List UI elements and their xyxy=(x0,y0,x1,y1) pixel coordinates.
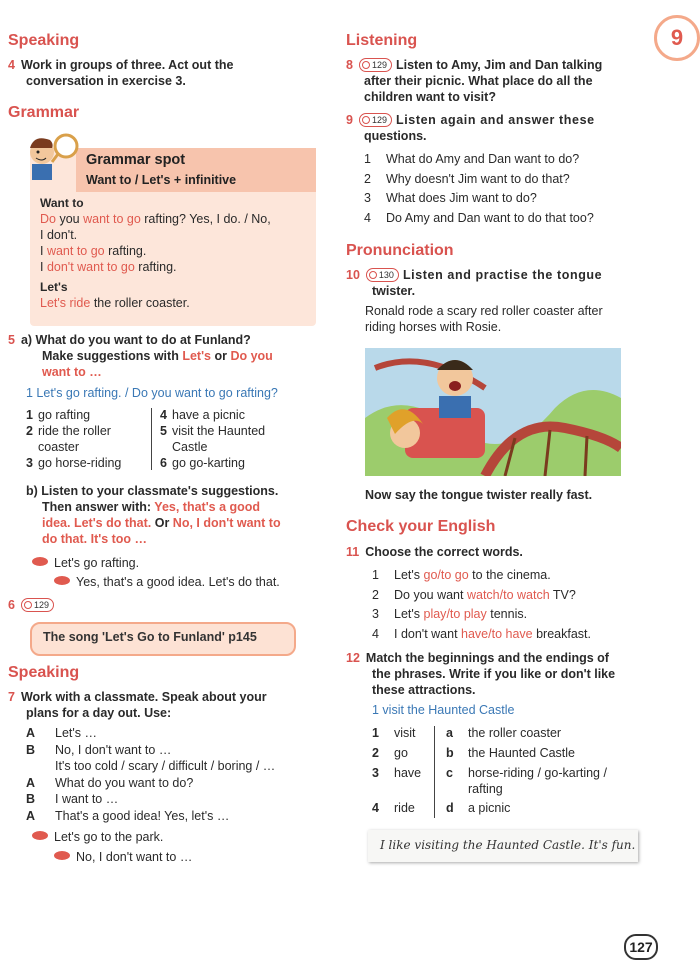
item-text: horse-riding / go-karting / xyxy=(468,766,607,780)
dialogue-line xyxy=(32,556,139,570)
speaker-label: B xyxy=(26,792,36,806)
instruction: Listen again and answer these xyxy=(395,113,595,127)
item-number: 1 xyxy=(372,568,379,582)
option-2[interactable]: to watch xyxy=(503,587,550,602)
option-1[interactable]: play xyxy=(423,607,447,621)
grammar-highlight: want to go xyxy=(83,212,141,226)
item-text: visit xyxy=(394,726,416,740)
song-title[interactable]: The song 'Let's Go to Funland' p145 xyxy=(43,630,257,644)
exercise-9 xyxy=(346,113,595,127)
option-separator: / xyxy=(446,607,450,621)
item-text: have xyxy=(394,766,422,780)
exercise-5a-cont xyxy=(42,349,273,363)
list-item xyxy=(160,408,265,424)
exercise-number: 10 xyxy=(346,268,360,282)
want-to-heading: Want to xyxy=(40,196,84,210)
audio-track-icon[interactable]: 129 xyxy=(21,598,54,612)
grammar-highlight: Let's ride xyxy=(40,296,91,310)
instruction: or xyxy=(211,349,231,363)
option-separator: / xyxy=(499,587,504,602)
item-text: go xyxy=(394,746,408,760)
roller-coaster-illustration xyxy=(365,348,621,476)
item-text: a picnic xyxy=(468,801,511,815)
pronunciation-heading: Pronunciation xyxy=(346,242,454,259)
activity-list-right xyxy=(160,408,265,472)
audio-track-icon[interactable]: 129 xyxy=(359,113,392,127)
grammar-text: rafting. xyxy=(134,260,177,274)
lets-heading: Let's xyxy=(40,280,68,294)
list-item xyxy=(160,456,265,472)
instruction-cont: plans for a day out. Use: xyxy=(26,706,172,720)
dialogue-text: No, I don't want to … xyxy=(76,850,193,864)
grammar-line-5 xyxy=(40,296,190,310)
option-separator: / xyxy=(488,626,492,641)
sentence-end: breakfast. xyxy=(532,626,591,641)
item-text: have a picnic xyxy=(172,408,245,422)
tongue-twister-cont: riding horses with Rosie. xyxy=(365,320,502,334)
instruction: Then answer with: xyxy=(42,500,155,514)
exercise-5b-cont3: do that. It's too … xyxy=(42,532,148,546)
question-number: 1 xyxy=(364,152,371,166)
instruction: Match the beginnings and the endings of xyxy=(365,651,609,665)
item-number: 2 xyxy=(372,746,379,760)
item-number: 4 xyxy=(160,408,167,422)
instruction: Listen to Amy, Jim and Dan talking xyxy=(395,58,603,72)
listening-heading: Listening xyxy=(346,32,418,49)
grammar-text: the roller coaster. xyxy=(90,296,190,310)
instruction-cont: conversation in exercise 3. xyxy=(26,74,186,88)
list-item xyxy=(160,440,265,456)
list-item xyxy=(26,408,121,424)
option-2[interactable]: to play xyxy=(449,607,487,621)
question-text: What do Amy and Dan want to do? xyxy=(386,152,580,166)
option-2[interactable]: to have xyxy=(491,626,533,641)
exercise-5a-cont2: want to … xyxy=(42,365,102,379)
grammar-line-3 xyxy=(40,244,146,258)
item-number: 3 xyxy=(372,607,379,621)
item-letter: a xyxy=(446,726,453,740)
choose-item xyxy=(372,627,591,647)
instruction-highlight: No, I don't want to xyxy=(172,516,281,530)
item-number: 3 xyxy=(372,766,379,780)
dialogue-line xyxy=(32,830,163,844)
grammar-line-1 xyxy=(40,212,271,226)
divider xyxy=(434,726,435,818)
dialogue-prompt xyxy=(26,743,275,760)
question-item xyxy=(364,152,594,172)
instruction-highlight: Let's xyxy=(182,349,211,363)
item-number: 4 xyxy=(372,801,379,815)
question-number: 2 xyxy=(364,171,371,186)
instruction-cont: questions. xyxy=(364,129,427,143)
prompt-text: I want to … xyxy=(55,792,119,806)
exercise-number: 8 xyxy=(346,58,353,72)
prompt-text: Let's … xyxy=(55,726,97,740)
question-item xyxy=(364,191,594,211)
item-number: 1 xyxy=(26,408,33,422)
speaker-label: A xyxy=(26,726,36,740)
tongue-twister-instruction: Now say the tongue twister really fast. xyxy=(365,488,593,502)
dialogue-prompt xyxy=(26,759,275,776)
question-number: 3 xyxy=(364,191,371,205)
option-2[interactable]: to go xyxy=(440,568,469,582)
option-1[interactable]: have xyxy=(461,626,489,641)
option-1[interactable]: go xyxy=(423,568,438,582)
speaker-label: A xyxy=(26,808,36,823)
dialogue-line xyxy=(54,850,192,864)
exercise-4 xyxy=(8,58,233,72)
prompt-text: That's a good idea! Yes, let's … xyxy=(55,808,230,823)
question-number: 4 xyxy=(364,210,371,225)
grammar-highlight: want to go xyxy=(46,244,105,258)
grammar-text: rafting? Yes, I do. / No, xyxy=(140,212,271,226)
item-text: ride the roller xyxy=(38,424,111,438)
exercise-12 xyxy=(346,651,609,665)
item-number: 2 xyxy=(26,424,33,438)
instruction-highlight: Yes, that's a good xyxy=(154,500,261,514)
question-text: What does Jim want to do? xyxy=(386,191,537,205)
item-text: visit the Haunted xyxy=(172,424,266,438)
match-right-item xyxy=(446,782,503,796)
item-text: ride xyxy=(394,801,415,815)
instruction-cont: twister. xyxy=(372,284,416,298)
list-item xyxy=(26,424,121,440)
exercise-5b: b) Listen to your classmate's suggestions. xyxy=(26,484,279,498)
speech-bubble-icon xyxy=(54,851,70,860)
match-right-item xyxy=(446,766,607,780)
exercise-12-example: 1 visit the Haunted Castle xyxy=(372,703,515,717)
unit-badge: 9 xyxy=(654,15,700,61)
audio-track-icon[interactable]: 129 xyxy=(359,58,392,72)
exercise-6 xyxy=(8,598,58,612)
question-text: Why doesn't Jim want to do that? xyxy=(386,171,570,186)
item-number: 1 xyxy=(372,726,379,740)
exercise-number: 9 xyxy=(346,113,353,127)
grammar-text: I xyxy=(40,260,47,274)
sentence-end: tennis. xyxy=(486,607,528,621)
instruction: Or xyxy=(151,516,173,530)
exercise-number: 5 xyxy=(8,333,15,347)
instruction-highlight: Do you xyxy=(230,349,273,363)
exercise-5-example: 1 Let's go rafting. / Do you want to go rafting? xyxy=(26,386,278,400)
speech-bubble-icon xyxy=(32,557,48,566)
activity-list-left xyxy=(26,408,121,472)
grammar-text: rafting. xyxy=(104,244,147,258)
instruction-cont: the phrases. Write if you like or don't like xyxy=(372,667,616,681)
dialogue-prompt xyxy=(26,809,275,826)
instruction-highlight: idea. Let's do that. xyxy=(42,516,152,530)
exercise-8 xyxy=(346,58,602,72)
item-text: go go-karting xyxy=(172,456,245,470)
speech-bubble-icon xyxy=(32,831,48,840)
instruction: Work in groups of three. Act out the xyxy=(20,58,234,72)
sentence-end: TV? xyxy=(549,587,576,602)
dialogue-prompt xyxy=(26,792,275,809)
instruction-cont: these attractions. xyxy=(372,683,476,697)
tongue-twister: Ronald rode a scary red roller coaster after xyxy=(365,304,603,318)
page-number: 127 xyxy=(624,934,658,960)
grammar-spot-subtitle: Want to / Let's + infinitive xyxy=(86,173,237,187)
item-text: rafting xyxy=(468,782,503,796)
item-text: the Haunted Castle xyxy=(468,746,576,760)
choose-item xyxy=(372,588,591,608)
item-text: coaster xyxy=(38,440,79,454)
question-text: Do Amy and Dan want to do that too? xyxy=(386,210,594,225)
item-letter: c xyxy=(446,766,453,780)
sentence-start: Let's xyxy=(394,568,424,582)
exercise-5b-cont xyxy=(42,500,260,514)
check-english-heading: Check your English xyxy=(346,518,496,535)
dialogue-line xyxy=(54,575,280,589)
sentence-end: to the cinema. xyxy=(468,568,551,582)
grammar-highlight: Do xyxy=(40,212,56,226)
divider xyxy=(151,408,152,470)
choose-item xyxy=(372,607,591,627)
sentence-start: Let's xyxy=(394,607,424,621)
speech-bubble-icon xyxy=(54,576,70,585)
exercise-10 xyxy=(346,268,602,282)
list-item xyxy=(160,424,265,440)
speaking-heading-2: Speaking xyxy=(8,664,80,681)
grammar-highlight: don't want to go xyxy=(46,260,135,274)
instruction-cont: children want to visit? xyxy=(364,90,496,104)
grammar-line-4 xyxy=(40,260,177,274)
grammar-text: you xyxy=(55,212,84,226)
dialogue-text: Let's go rafting. xyxy=(54,556,140,570)
item-number: 3 xyxy=(26,456,33,470)
grammar-line-2: I don't. xyxy=(40,228,78,242)
grammar-spot-title: Grammar spot xyxy=(86,152,186,168)
exercise-number: 6 xyxy=(8,598,15,612)
option-separator: / xyxy=(437,568,441,582)
item-text: go rafting xyxy=(38,408,91,422)
match-right-item xyxy=(446,746,575,760)
choose-item xyxy=(372,568,591,588)
exercise-number: 7 xyxy=(8,690,15,704)
option-1[interactable]: watch xyxy=(466,587,500,602)
instruction: Work with a classmate. Speak about your xyxy=(20,690,267,704)
exercise-number: 12 xyxy=(346,651,360,665)
item-text: go horse-riding xyxy=(38,456,122,470)
character-magnifier-icon xyxy=(24,130,84,190)
dialogue-text: Yes, that's a good idea. Let's do that. xyxy=(76,575,280,589)
item-number: 2 xyxy=(372,587,379,602)
item-number: 4 xyxy=(372,626,379,641)
question-item xyxy=(364,211,594,231)
exercise-5a xyxy=(8,333,251,347)
item-letter: b xyxy=(446,746,454,760)
match-left-item xyxy=(372,746,408,760)
sentence-start: Do you want xyxy=(394,587,467,602)
speaker-label: A xyxy=(26,775,36,790)
item-letter: d xyxy=(446,801,454,815)
list-item xyxy=(26,456,121,472)
dialogue-text: Let's go to the park. xyxy=(54,830,164,844)
instruction: Listen and practise the tongue xyxy=(402,268,603,282)
example-note-text: I like visiting the Haunted Castle. It's fun. xyxy=(380,838,636,852)
instruction-cont: after their picnic. What place do all the xyxy=(364,74,593,88)
sentence-start: I don't want xyxy=(394,626,462,641)
match-left-item xyxy=(372,801,415,815)
item-text: the roller coaster xyxy=(468,726,562,740)
item-number: 5 xyxy=(160,424,167,438)
match-left-item xyxy=(372,726,416,740)
match-right-item xyxy=(446,801,510,815)
exercise-7 xyxy=(8,690,267,704)
prompt-text: No, I don't want to … xyxy=(55,742,172,757)
exercise-11 xyxy=(346,545,523,559)
instruction: Choose the correct words. xyxy=(365,545,523,559)
audio-track-icon[interactable]: 130 xyxy=(366,268,399,282)
prompt-text: What do you want to do? xyxy=(55,775,194,790)
grammar-text: I xyxy=(40,244,47,258)
exercise-number: 4 xyxy=(8,58,15,72)
dialogue-prompt xyxy=(26,726,275,743)
speaker-label: B xyxy=(26,742,36,757)
speaking-heading: Speaking xyxy=(8,32,80,49)
match-right-item xyxy=(446,726,561,740)
question-list xyxy=(364,152,594,230)
dialogue-prompt xyxy=(26,776,275,793)
item-number: 6 xyxy=(160,456,167,470)
choose-list xyxy=(372,568,591,646)
grammar-heading: Grammar xyxy=(8,104,80,121)
question-item xyxy=(364,172,594,192)
instruction: a) What do you want to do at Funland? xyxy=(20,333,251,347)
prompt-text: It's too cold / scary / difficult / boring / … xyxy=(55,759,276,773)
match-left-item xyxy=(372,766,421,780)
exercise-5b-cont2 xyxy=(42,516,281,530)
dialogue-prompts xyxy=(26,726,275,825)
instruction: Make suggestions with xyxy=(42,349,183,363)
exercise-number: 11 xyxy=(346,545,360,559)
item-text: Castle xyxy=(172,440,208,454)
list-item xyxy=(26,440,121,456)
